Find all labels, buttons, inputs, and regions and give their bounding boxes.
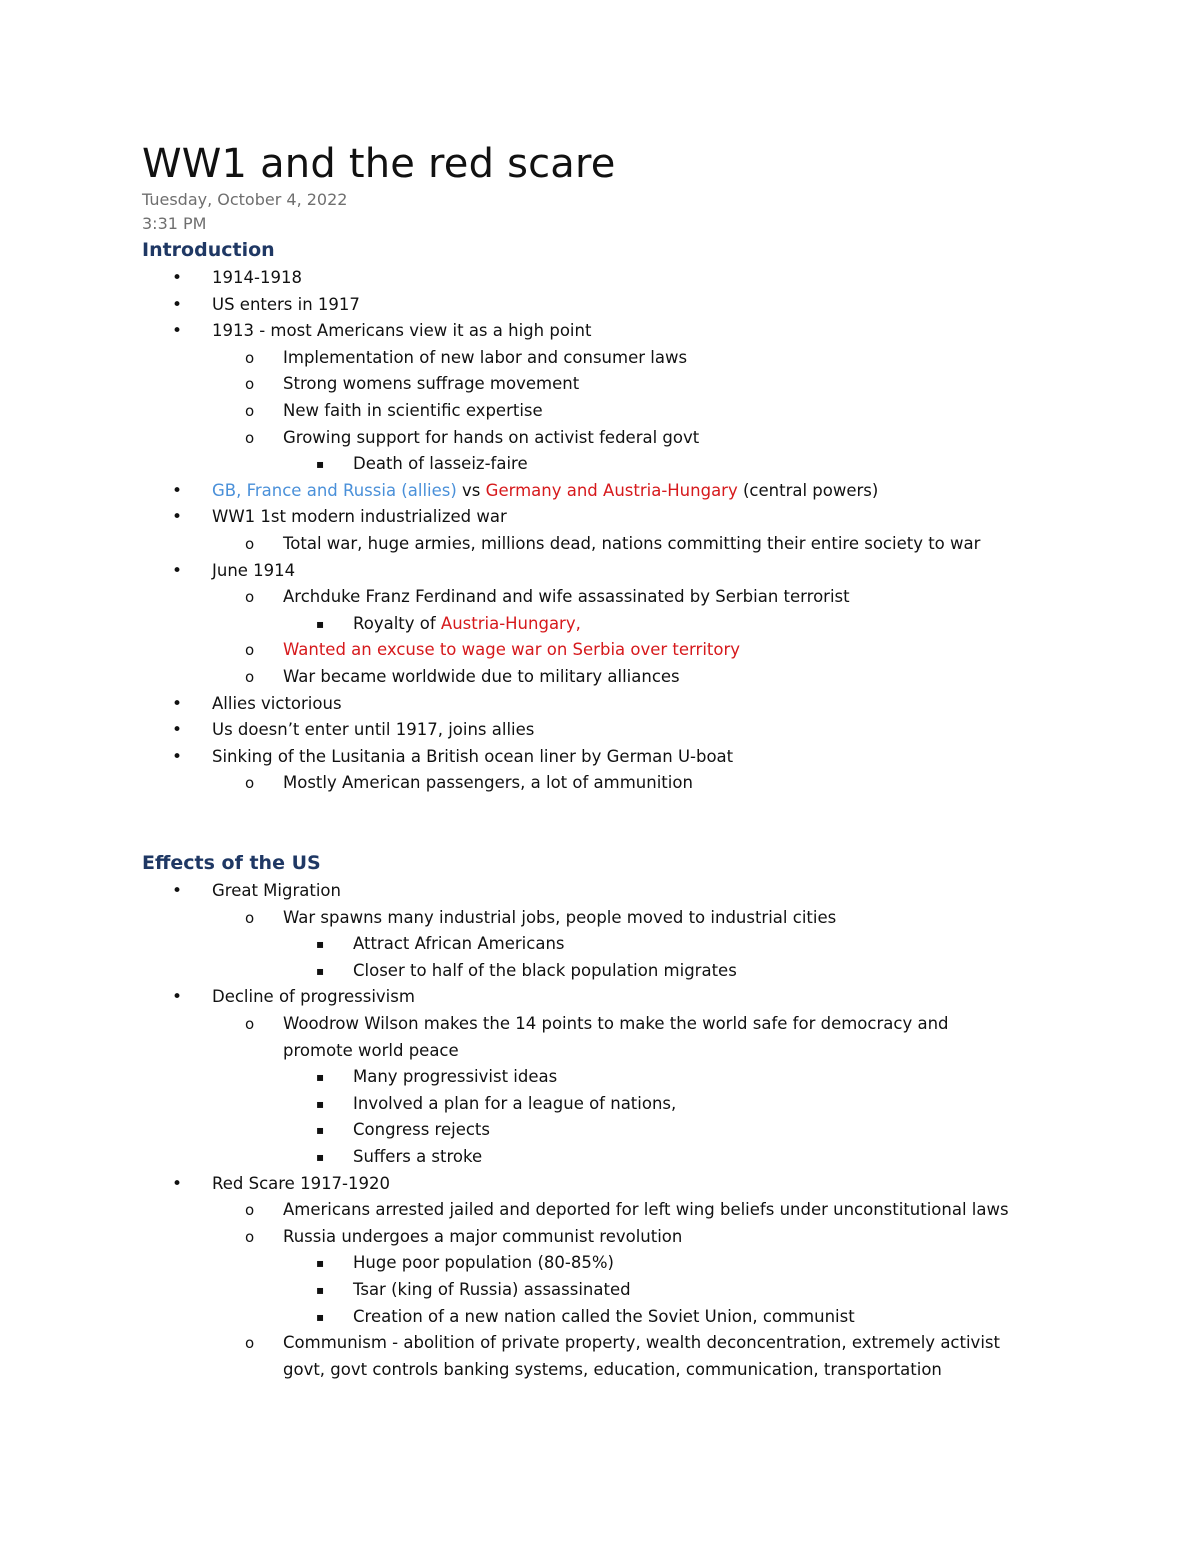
list-item xyxy=(0,1330,1200,1383)
list-item-text: Wanted an excuse to wage war on Serbia over territory xyxy=(283,640,741,660)
list-item-text: Closer to half of the black population migrates xyxy=(353,960,737,980)
list-item-text: Total war, huge armies, millions dead, nations committing their entire society to war xyxy=(283,533,981,553)
list-item xyxy=(0,425,1200,478)
list-item xyxy=(0,531,1200,558)
list-item xyxy=(0,691,1200,718)
bullet-square-icon: ▪ xyxy=(316,1096,325,1111)
list-item xyxy=(0,770,1200,797)
list-item xyxy=(0,1250,1200,1277)
list-item xyxy=(0,345,1200,372)
page-title: WW1 and the red scare xyxy=(142,141,616,187)
list-item xyxy=(0,292,1200,319)
bullet-dot-icon: • xyxy=(172,987,183,1008)
list-item xyxy=(0,637,1200,664)
list-item-text: Tsar (king of Russia) assassinated xyxy=(353,1279,631,1299)
bullet-circle-icon: o xyxy=(245,534,255,553)
introduction-list xyxy=(0,265,1200,797)
bullet-square-icon: ▪ xyxy=(316,616,325,631)
list-item xyxy=(0,478,1200,505)
list-item-text: 1913 - most Americans view it as a high point xyxy=(212,321,592,341)
bullet-circle-icon: o xyxy=(245,641,255,660)
bullet-circle-icon: o xyxy=(245,348,255,367)
central-powers-label: (central powers) xyxy=(737,480,879,500)
list-item xyxy=(0,931,1200,958)
list-item xyxy=(0,584,1200,637)
list-item-text: Red Scare 1917-1920 xyxy=(212,1173,391,1193)
list-item xyxy=(0,664,1200,691)
list-item-text-line2: promote world peace xyxy=(283,1040,459,1060)
list-item xyxy=(0,398,1200,425)
list-item xyxy=(0,1304,1200,1331)
bullet-circle-icon: o xyxy=(245,588,255,607)
list-item xyxy=(0,1197,1200,1224)
central-powers-text: Germany and Austria-Hungary xyxy=(485,480,738,500)
list-item-text: Great Migration xyxy=(212,881,341,900)
bullet-square-icon: ▪ xyxy=(316,963,325,978)
list-item-text: US enters in 1917 xyxy=(212,294,360,314)
bullet-square-icon: ▪ xyxy=(316,1309,325,1324)
bullet-circle-icon: o xyxy=(245,1014,255,1033)
list-item xyxy=(0,717,1200,744)
list-item-text: June 1914 xyxy=(212,560,296,580)
bullet-circle-icon: o xyxy=(245,1227,255,1246)
bullet-circle-icon: o xyxy=(245,774,255,793)
bullet-dot-icon: • xyxy=(172,693,183,714)
bullet-dot-icon: • xyxy=(172,881,183,901)
bullet-dot-icon: • xyxy=(172,507,183,528)
list-item-text-line2: govt, govt controls banking systems, education, communication, transportation xyxy=(283,1359,942,1379)
bullet-square-icon: ▪ xyxy=(316,1070,325,1085)
list-item-text: Mostly American passengers, a lot of ammunition xyxy=(283,773,693,793)
list-item-text: War became worldwide due to military alliances xyxy=(283,666,680,686)
list-item-text: Creation of a new nation called the Soviet Union, communist xyxy=(353,1306,855,1326)
list-item-text: Growing support for hands on activist federal govt xyxy=(283,427,700,447)
bullet-circle-icon: o xyxy=(245,1334,255,1353)
list-item xyxy=(0,1144,1200,1171)
list-item-text: War spawns many industrial jobs, people moved to industrial cities xyxy=(283,907,837,927)
list-item-text: Attract African Americans xyxy=(353,934,565,954)
bullet-square-icon: ▪ xyxy=(316,1282,325,1297)
list-item xyxy=(0,611,1200,638)
section-heading-effects: Effects of the US xyxy=(142,852,321,874)
list-item xyxy=(0,878,1200,984)
list-item-text: Suffers a stroke xyxy=(353,1146,483,1166)
list-item xyxy=(0,558,1200,691)
list-item-text: Allies victorious xyxy=(212,693,342,713)
list-item-text: WW1 1st modern industrialized war xyxy=(212,507,507,527)
bullet-circle-icon: o xyxy=(245,667,255,686)
list-item-text: Sinking of the Lusitania a British ocean liner by German U-boat xyxy=(212,746,734,766)
list-item-text: Many progressivist ideas xyxy=(353,1067,558,1087)
vs-text: vs xyxy=(456,480,486,500)
bullet-circle-icon: o xyxy=(245,908,255,927)
bullet-dot-icon: • xyxy=(172,480,183,501)
list-item xyxy=(0,1277,1200,1304)
list-item xyxy=(0,984,1200,1170)
bullet-dot-icon: • xyxy=(172,321,183,342)
list-item xyxy=(0,1064,1200,1091)
list-item-text: Huge poor population (80-85%) xyxy=(353,1253,614,1273)
list-item-text: 1914-1918 xyxy=(212,268,302,287)
list-item-text: Decline of progressivism xyxy=(212,987,415,1007)
list-item-text: Us doesn’t enter until 1917, joins allies xyxy=(212,720,535,740)
list-item-text-line1: Woodrow Wilson makes the 14 points to make the world safe for democracy and xyxy=(283,1013,949,1033)
bullet-dot-icon: • xyxy=(172,720,183,741)
list-item-text: Death of lasseiz-faire xyxy=(353,454,528,474)
bullet-dot-icon: • xyxy=(172,560,183,581)
note-time: 3:31 PM xyxy=(142,214,207,233)
bullet-dot-icon: • xyxy=(172,1173,183,1194)
list-item xyxy=(0,958,1200,985)
bullet-dot-icon: • xyxy=(172,746,183,767)
bullet-square-icon: ▪ xyxy=(316,937,325,952)
list-item xyxy=(0,1224,1200,1330)
list-item-text: Involved a plan for a league of nations, xyxy=(353,1093,677,1113)
list-item-text: New faith in scientific expertise xyxy=(283,400,543,420)
bullet-square-icon: ▪ xyxy=(316,457,325,472)
bullet-dot-icon: • xyxy=(172,294,183,315)
bullet-circle-icon: o xyxy=(245,375,255,394)
austria-hungary-text: Austria-Hungary, xyxy=(440,613,581,633)
effects-list xyxy=(0,878,1200,1383)
note-date: Tuesday, October 4, 2022 xyxy=(142,190,348,209)
list-item xyxy=(0,1011,1200,1171)
list-item xyxy=(0,451,1200,478)
list-item xyxy=(0,1117,1200,1144)
bullet-circle-icon: o xyxy=(245,401,255,420)
list-item-text: Strong womens suffrage movement xyxy=(283,374,580,394)
bullet-dot-icon: • xyxy=(172,268,183,288)
list-item xyxy=(0,744,1200,797)
bullet-square-icon: ▪ xyxy=(316,1149,325,1164)
list-item xyxy=(0,1171,1200,1384)
allies-text: GB, France and Russia (allies) xyxy=(212,480,457,500)
list-item xyxy=(0,371,1200,398)
list-item xyxy=(0,905,1200,985)
bullet-circle-icon: o xyxy=(245,428,255,447)
list-item xyxy=(0,265,1200,292)
list-item xyxy=(0,1091,1200,1118)
list-item-text-line1: Communism - abolition of private property, wealth deconcentration, extremely activist xyxy=(283,1333,1000,1353)
list-item-text: Implementation of new labor and consumer laws xyxy=(283,347,688,367)
list-item-text: Congress rejects xyxy=(353,1120,491,1140)
list-item xyxy=(0,504,1200,557)
section-heading-introduction: Introduction xyxy=(142,239,275,261)
list-item-text: Royalty of xyxy=(353,613,441,633)
list-item-text: Archduke Franz Ferdinand and wife assassinated by Serbian terrorist xyxy=(283,587,850,607)
list-item-text: Russia undergoes a major communist revolution xyxy=(283,1226,683,1246)
bullet-square-icon: ▪ xyxy=(316,1123,325,1138)
bullet-circle-icon: o xyxy=(245,1201,255,1220)
list-item-text: Americans arrested jailed and deported for left wing beliefs under unconstitutional laws xyxy=(283,1200,1009,1220)
list-item xyxy=(0,318,1200,478)
bullet-square-icon: ▪ xyxy=(316,1256,325,1271)
